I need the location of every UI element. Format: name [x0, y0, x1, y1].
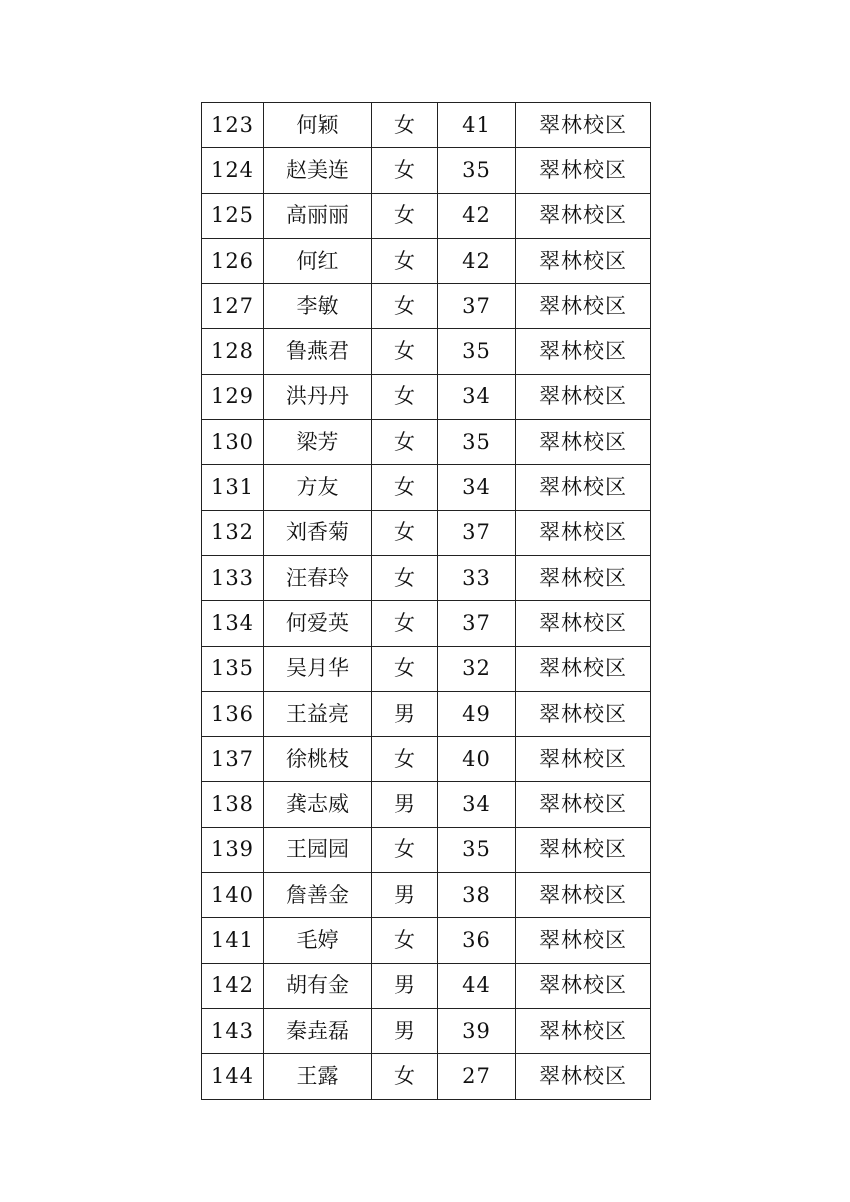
gender: 女 — [372, 1054, 438, 1099]
campus: 翠林校区 — [516, 238, 651, 283]
person-name: 龚志威 — [264, 782, 372, 827]
gender: 女 — [372, 284, 438, 329]
row-number: 123 — [202, 103, 264, 148]
campus: 翠林校区 — [516, 555, 651, 600]
person-name: 李敏 — [264, 284, 372, 329]
age: 34 — [438, 465, 516, 510]
row-number: 130 — [202, 420, 264, 465]
campus: 翠林校区 — [516, 465, 651, 510]
row-number: 132 — [202, 510, 264, 555]
age: 38 — [438, 873, 516, 918]
table-row — [202, 148, 651, 193]
age: 40 — [438, 737, 516, 782]
gender: 女 — [372, 555, 438, 600]
age: 39 — [438, 1008, 516, 1053]
gender: 女 — [372, 737, 438, 782]
campus: 翠林校区 — [516, 329, 651, 374]
table-row — [202, 873, 651, 918]
campus: 翠林校区 — [516, 601, 651, 646]
age: 35 — [438, 329, 516, 374]
person-name: 高丽丽 — [264, 193, 372, 238]
campus: 翠林校区 — [516, 420, 651, 465]
gender: 女 — [372, 103, 438, 148]
table-row — [202, 963, 651, 1008]
age: 37 — [438, 510, 516, 555]
person-name: 秦垚磊 — [264, 1008, 372, 1053]
campus: 翠林校区 — [516, 646, 651, 691]
row-number: 129 — [202, 374, 264, 419]
row-number: 135 — [202, 646, 264, 691]
gender: 男 — [372, 691, 438, 736]
gender: 女 — [372, 465, 438, 510]
table-row — [202, 1054, 651, 1099]
table-row — [202, 691, 651, 736]
person-name: 毛婷 — [264, 918, 372, 963]
age: 27 — [438, 1054, 516, 1099]
age: 42 — [438, 238, 516, 283]
person-name: 赵美连 — [264, 148, 372, 193]
row-number: 136 — [202, 691, 264, 736]
age: 35 — [438, 148, 516, 193]
age: 35 — [438, 827, 516, 872]
row-number: 134 — [202, 601, 264, 646]
table-row — [202, 284, 651, 329]
table-row — [202, 782, 651, 827]
person-name: 胡有金 — [264, 963, 372, 1008]
table-row — [202, 737, 651, 782]
campus: 翠林校区 — [516, 1008, 651, 1053]
row-number: 140 — [202, 873, 264, 918]
table-row — [202, 510, 651, 555]
campus: 翠林校区 — [516, 193, 651, 238]
gender: 男 — [372, 963, 438, 1008]
age: 44 — [438, 963, 516, 1008]
table-row — [202, 555, 651, 600]
age: 37 — [438, 284, 516, 329]
person-name: 鲁燕君 — [264, 329, 372, 374]
gender: 男 — [372, 1008, 438, 1053]
campus: 翠林校区 — [516, 963, 651, 1008]
age: 34 — [438, 782, 516, 827]
person-name: 吴月华 — [264, 646, 372, 691]
person-name: 何颖 — [264, 103, 372, 148]
campus: 翠林校区 — [516, 1054, 651, 1099]
row-number: 142 — [202, 963, 264, 1008]
gender: 女 — [372, 148, 438, 193]
roster-table — [201, 102, 651, 1100]
gender: 女 — [372, 601, 438, 646]
table-row — [202, 918, 651, 963]
row-number: 141 — [202, 918, 264, 963]
row-number: 143 — [202, 1008, 264, 1053]
person-name: 汪春玲 — [264, 555, 372, 600]
table-row — [202, 827, 651, 872]
table-row — [202, 193, 651, 238]
row-number: 125 — [202, 193, 264, 238]
gender: 女 — [372, 193, 438, 238]
campus: 翠林校区 — [516, 873, 651, 918]
age: 32 — [438, 646, 516, 691]
person-name: 刘香菊 — [264, 510, 372, 555]
gender: 女 — [372, 374, 438, 419]
gender: 女 — [372, 329, 438, 374]
age: 41 — [438, 103, 516, 148]
campus: 翠林校区 — [516, 284, 651, 329]
row-number: 124 — [202, 148, 264, 193]
row-number: 131 — [202, 465, 264, 510]
age: 42 — [438, 193, 516, 238]
age: 49 — [438, 691, 516, 736]
person-name: 何爱英 — [264, 601, 372, 646]
campus: 翠林校区 — [516, 510, 651, 555]
table-row — [202, 374, 651, 419]
person-name: 梁芳 — [264, 420, 372, 465]
person-name: 詹善金 — [264, 873, 372, 918]
table-row — [202, 238, 651, 283]
age: 37 — [438, 601, 516, 646]
gender: 女 — [372, 420, 438, 465]
campus: 翠林校区 — [516, 782, 651, 827]
campus: 翠林校区 — [516, 691, 651, 736]
row-number: 137 — [202, 737, 264, 782]
table-row — [202, 420, 651, 465]
table-row — [202, 601, 651, 646]
table-row — [202, 465, 651, 510]
gender: 男 — [372, 873, 438, 918]
person-name: 王园园 — [264, 827, 372, 872]
campus: 翠林校区 — [516, 918, 651, 963]
table-row — [202, 329, 651, 374]
person-name: 何红 — [264, 238, 372, 283]
age: 33 — [438, 555, 516, 600]
age: 34 — [438, 374, 516, 419]
row-number: 139 — [202, 827, 264, 872]
gender: 女 — [372, 646, 438, 691]
campus: 翠林校区 — [516, 737, 651, 782]
row-number: 127 — [202, 284, 264, 329]
row-number: 144 — [202, 1054, 264, 1099]
person-name: 方友 — [264, 465, 372, 510]
gender: 女 — [372, 827, 438, 872]
campus: 翠林校区 — [516, 103, 651, 148]
roster-table-body — [202, 103, 651, 1100]
row-number: 128 — [202, 329, 264, 374]
age: 36 — [438, 918, 516, 963]
row-number: 138 — [202, 782, 264, 827]
age: 35 — [438, 420, 516, 465]
person-name: 洪丹丹 — [264, 374, 372, 419]
campus: 翠林校区 — [516, 827, 651, 872]
table-row — [202, 103, 651, 148]
campus: 翠林校区 — [516, 148, 651, 193]
gender: 女 — [372, 238, 438, 283]
table-row — [202, 646, 651, 691]
row-number: 126 — [202, 238, 264, 283]
person-name: 徐桃枝 — [264, 737, 372, 782]
gender: 男 — [372, 782, 438, 827]
campus: 翠林校区 — [516, 374, 651, 419]
row-number: 133 — [202, 555, 264, 600]
table-row — [202, 1008, 651, 1053]
person-name: 王益亮 — [264, 691, 372, 736]
person-name: 王露 — [264, 1054, 372, 1099]
gender: 女 — [372, 510, 438, 555]
gender: 女 — [372, 918, 438, 963]
